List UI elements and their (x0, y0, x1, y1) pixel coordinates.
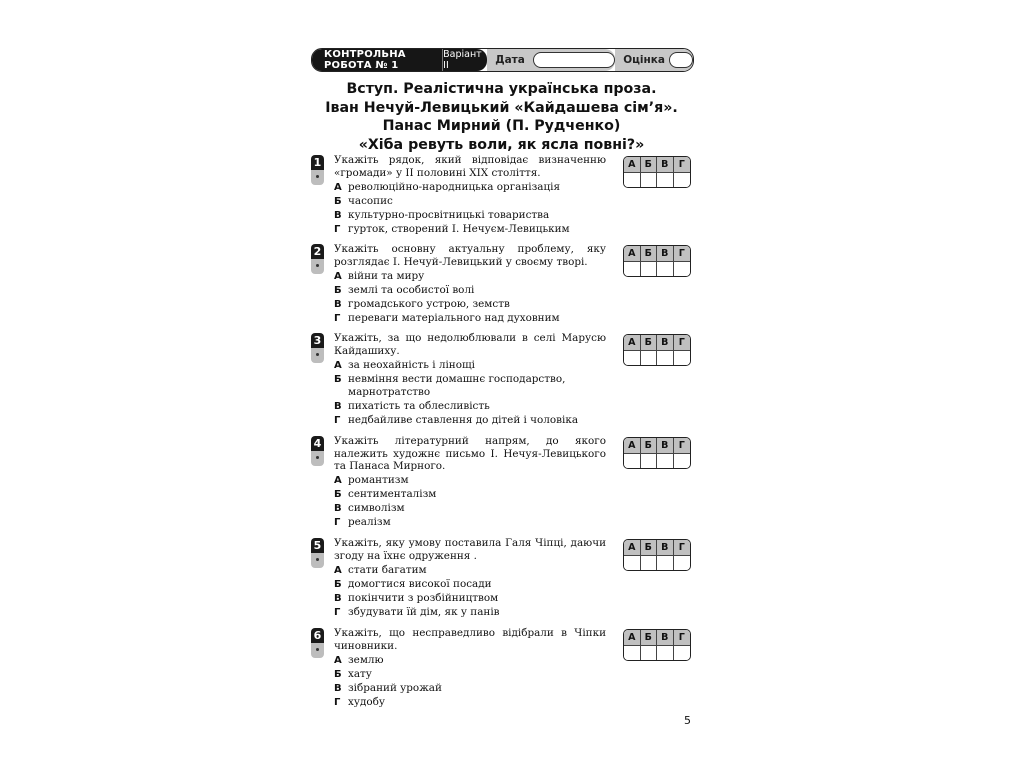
title-line: «Хіба ревуть воли, як ясла повні?» (358, 136, 645, 153)
option-c: В символізм (334, 502, 405, 514)
option-a: А революційно-народницька організація (334, 181, 560, 193)
answer-cell-a[interactable] (624, 262, 641, 277)
question-number-badge (311, 155, 324, 185)
test-header-bar (311, 48, 694, 72)
date-section (487, 49, 615, 71)
question-number: 5 (311, 538, 324, 553)
question-number: 4 (311, 436, 324, 451)
answer-cell-c[interactable] (657, 351, 674, 366)
answer-header: Г (674, 157, 691, 173)
answer-cell-c[interactable] (657, 646, 674, 661)
answer-header: В (657, 540, 674, 556)
answer-cell-a[interactable] (624, 646, 641, 661)
option-a: А романтизм (334, 474, 409, 486)
dot-icon (311, 643, 324, 658)
question-number: 6 (311, 628, 324, 643)
answer-header: В (657, 630, 674, 646)
question-number: 1 (311, 155, 324, 170)
dot-icon (311, 451, 324, 466)
answer-header: В (657, 246, 674, 262)
answer-cell-a[interactable] (624, 351, 641, 366)
answer-header: А (624, 335, 641, 351)
dot-icon (311, 553, 324, 568)
option-d: Г недбайливе ставлення до дітей і чоловіка (334, 414, 579, 426)
page-number: 5 (684, 714, 691, 727)
page-title (311, 80, 692, 154)
answer-header: А (624, 630, 641, 646)
dot-icon (311, 170, 324, 185)
answer-cell-a[interactable] (624, 173, 641, 188)
question-number-badge (311, 333, 324, 363)
answer-header: А (624, 246, 641, 262)
answer-header: Б (641, 335, 658, 351)
question-text: Укажіть, за що недолюблювали в селі Марусю Кайдашиху. (334, 332, 606, 357)
option-b: Б хату (334, 668, 372, 680)
question-text: Укажіть, що несправедливо відібрали в Чіпки чиновники. (334, 627, 606, 652)
answer-header: Г (674, 630, 691, 646)
option-c: В покінчити з розбійництвом (334, 592, 499, 604)
answer-header: А (624, 157, 641, 173)
answer-grid (623, 156, 691, 188)
grade-label: Оцінка (623, 54, 665, 66)
option-b: Б часопис (334, 195, 393, 207)
question-number-badge (311, 628, 324, 658)
answer-cell-c[interactable] (657, 173, 674, 188)
answer-header: Б (641, 630, 658, 646)
question-text: Укажіть рядок, який відповідає визначенню «громади» у ІІ половині ХІХ століття. (334, 154, 606, 179)
question-number-badge (311, 436, 324, 466)
answer-cell-d[interactable] (674, 173, 691, 188)
title-line: Іван Нечуй-Левицький «Кайдашева сім’я». (325, 99, 678, 116)
answer-grid (623, 334, 691, 366)
answer-header: В (657, 335, 674, 351)
answer-header: Б (641, 540, 658, 556)
date-field[interactable] (533, 52, 615, 68)
option-a: А за неохайність і лінощі (334, 359, 475, 371)
answer-cell-b[interactable] (641, 262, 658, 277)
answer-cell-b[interactable] (641, 173, 658, 188)
question-text: Укажіть, яку умову поставила Галя Чіпці, даючи згоду на їхнє одруження . (334, 537, 606, 562)
answer-cell-c[interactable] (657, 262, 674, 277)
option-b: Б невміння вести домашнє господарство, марнотратство (334, 373, 566, 398)
option-b: Б сентименталізм (334, 488, 437, 500)
option-a: А землю (334, 654, 384, 666)
answer-header: А (624, 438, 641, 454)
answer-cell-b[interactable] (641, 351, 658, 366)
option-d: Г збудувати їй дім, як у панів (334, 606, 500, 618)
title-line: Вступ. Реалістична українська проза. (346, 81, 657, 97)
answer-header: В (657, 438, 674, 454)
option-d: Г реалізм (334, 516, 391, 528)
answer-grid (623, 539, 691, 571)
question-text: Укажіть основну актуальну проблему, яку розглядає І. Нечуй-Левицький у своєму творі. (334, 243, 606, 268)
answer-cell-d[interactable] (674, 262, 691, 277)
answer-cell-d[interactable] (674, 646, 691, 661)
question-number: 3 (311, 333, 324, 348)
option-d: Г переваги матеріального над духовним (334, 312, 560, 324)
answer-cell-d[interactable] (674, 556, 691, 571)
answer-header: Г (674, 335, 691, 351)
grade-field[interactable] (669, 52, 693, 68)
test-title-label: КОНТРОЛЬНА РОБОТА № 1 (312, 49, 442, 71)
question-number-badge (311, 538, 324, 568)
answer-header: А (624, 540, 641, 556)
dot-icon (311, 348, 324, 363)
option-b: Б домогтися високої посади (334, 578, 492, 590)
answer-header: Б (641, 157, 658, 173)
answer-grid (623, 437, 691, 469)
answer-cell-a[interactable] (624, 556, 641, 571)
answer-header: В (657, 157, 674, 173)
answer-grid (623, 245, 691, 277)
title-line: Панас Мирний (П. Рудченко) (382, 118, 621, 134)
answer-cell-c[interactable] (657, 454, 674, 469)
answer-header: Г (674, 246, 691, 262)
answer-grid (623, 629, 691, 661)
variant-label: Варіант ІІ (442, 49, 487, 71)
answer-header: Г (674, 438, 691, 454)
answer-cell-b[interactable] (641, 454, 658, 469)
date-label: Дата (495, 54, 525, 66)
answer-cell-d[interactable] (674, 351, 691, 366)
option-a: А стати багатим (334, 564, 427, 576)
answer-header: Г (674, 540, 691, 556)
answer-header: Б (641, 246, 658, 262)
option-c: В пихатість та облесливість (334, 400, 490, 412)
answer-cell-c[interactable] (657, 556, 674, 571)
question-number: 2 (311, 244, 324, 259)
answer-cell-b[interactable] (641, 556, 658, 571)
option-c: В зібраний урожай (334, 682, 442, 694)
question-number-badge (311, 244, 324, 274)
answer-cell-b[interactable] (641, 646, 658, 661)
option-a: А війни та миру (334, 270, 425, 282)
option-c: В громадського устрою, земств (334, 298, 510, 310)
answer-cell-a[interactable] (624, 454, 641, 469)
option-d: Г худобу (334, 696, 385, 708)
option-b: Б землі та особистої волі (334, 284, 475, 296)
answer-header: Б (641, 438, 658, 454)
option-c: В культурно-просвітницькі товариства (334, 209, 550, 221)
dot-icon (311, 259, 324, 274)
option-d: Г гурток, створений І. Нечуєм-Левицьким (334, 223, 570, 235)
question-text: Укажіть літературний напрям, до якого належить художнє письмо І. Нечуя-Левицького та Панаса Мирного. (334, 435, 606, 472)
grade-section (615, 49, 693, 71)
answer-cell-d[interactable] (674, 454, 691, 469)
